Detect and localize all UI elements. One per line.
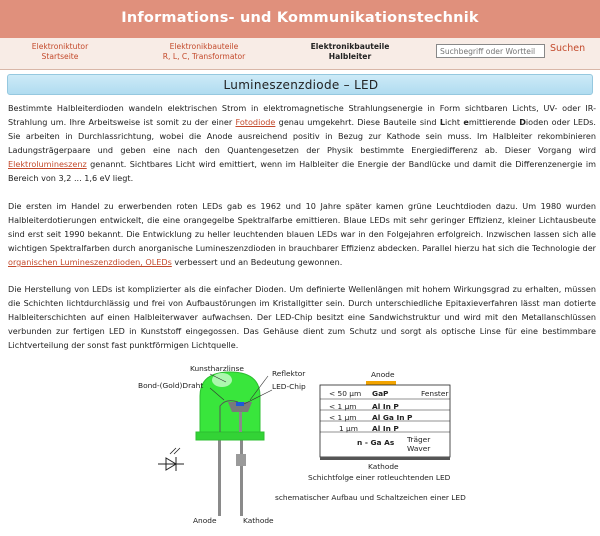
search-input[interactable] [436, 44, 545, 58]
nav-item-line2: Startseite [41, 52, 79, 61]
page-title: Lumineszenzdiode – LED [223, 78, 379, 92]
text-bold: D [519, 117, 526, 127]
layer-note: Träger Waver [407, 435, 431, 453]
link-oleds[interactable]: organischen Lumineszenzdioden, OLEDs [8, 257, 172, 267]
layer-material: GaP [372, 389, 389, 398]
text: verbessert und an Bedeutung gewonnen. [171, 257, 343, 267]
chip-lead [239, 412, 242, 432]
layer-material: Al In P [372, 402, 399, 411]
nav-item-line2: R, L, C, Transformator [162, 52, 246, 61]
link-fotodiode[interactable]: Fotodiode [235, 117, 276, 127]
label-kathode-bottom: Kathode [368, 462, 399, 471]
kathode-pin [240, 432, 243, 516]
text: Die ersten im Handel zu erwerbenden roten LEDs gab es 1962 und 10 Jahre später kamen grüne Leuchtdioden dazu. Um 1980 wurden Halbleiterdotierungen entwickelt, die eine orangegelbe Spektralfarbe emittieren. Blaue LEDs mit sehr geringer Effizienz, kleiner Lichtausbeute sind erst seit 1990 bekannt. Die Entwicklung zu heller leuchtenden blauen LEDs war in den Folgejahren erfolgreich. Inzwischen lassen sich alle wichtigen Spektralfarben durch anorganische Lumineszenzdioden in brauchbarer Effizienz abdecken. Parallel hierzu hat sich die Technologie der [8, 201, 596, 253]
kathode-bend [236, 454, 246, 466]
text-bold: L [439, 117, 446, 127]
layer-thickness: < 1 µm [329, 413, 357, 422]
text: genau umgekehrt. Diese Bauteile sind [275, 117, 440, 127]
layer-thickness: < 50 µm [329, 389, 362, 398]
nav-item-rlc[interactable] [146, 42, 262, 62]
label-bonddraht: Bond-(Gold)Draht [138, 381, 204, 390]
site-banner [0, 0, 600, 38]
nav-item-line2: Halbleiter [328, 52, 372, 61]
layer-thickness: < 1 µm [329, 402, 357, 411]
text: Bestimmte Halbleiterdioden wandeln elektrischen Strom in elektromagnetische Strahlungsenergie in Form sichtbaren Lichts, UV- oder IR-Strahlung um. Ihre Arbeitsweise ist somit zu der einer [8, 103, 596, 127]
headline-bar [7, 74, 593, 95]
anode-pin [218, 432, 221, 516]
label-kathode-pin: Kathode [243, 516, 274, 525]
text: mittierende [468, 117, 520, 127]
figure-caption-schematic: schematischer Aufbau und Schaltzeichen einer LED [275, 493, 466, 502]
paragraph-intro [8, 101, 596, 185]
led-chip [236, 402, 244, 406]
label-reflektor: Reflektor [272, 369, 306, 378]
search-button[interactable]: Suchen [550, 43, 586, 54]
text: genannt. Sichtbares Licht wird emittiert, wenn im Halbleiter die Energie der Bandlücke und damit die Differenzenergie im Bereich von 3,2 ... 1,6 eV liegt. [8, 159, 596, 183]
text: icht [445, 117, 464, 127]
label-anode-top: Anode [371, 370, 395, 379]
text: ioden oder LEDs. Sie arbeiten in Durchlassrichtung, wobei die Anode ausreichend positiv in Bezug zur Kathode sein muss. Im Halbleiter rekombinieren Ladungsträgerpaare und geben eine nach den Quantengesetzen der Physik bestimmte Energiedifferenz ab. Dieser Vorgang wird [8, 117, 596, 155]
kathode-contact [320, 457, 450, 460]
text-bold: e [463, 117, 469, 127]
nav-item-line1: Elektronikbauteile [310, 42, 390, 51]
link-elektrolumineszenz[interactable]: Elektrolumineszenz [8, 159, 87, 169]
layer-material: Al Ga In P [372, 413, 413, 422]
site-title: Informations- und Kommunikationstechnik [121, 10, 479, 26]
nav-item-line1: Elektronikbauteile [169, 42, 239, 51]
label-kunstharzlinse: Kunstharzlinse [190, 364, 244, 373]
paragraph-history [8, 199, 596, 269]
nav-item-halbleiter[interactable] [308, 42, 392, 62]
paragraph-herstellung: Die Herstellung von LEDs ist komplizierter als die einfacher Dioden. Um definierte Wellenlängen mit hohem Wirkungsgrad zu erhalten, müssen die Schichten lichtdurchlässig und frei von Aufbaustörungen im Kristallgitter sein. Durch unterschiedliche Epitaxieverfahren lässt man dotierte Halbleiterschichten auf einen Halbleiterwaver aufwachsen. Der LED-Chip besitzt eine Sandwichstruktur und wird mit den Metallanschlüssen verbunden zur fertigen LED in Kunststoff eingegossen. Das Gehäuse dient zum Schutz und sorgt als optische Linse für eine bestimmbare Lichtverteilung der sonst fast punktförmigen Lichtquelle. [8, 284, 596, 350]
label-ledchip: LED-Chip [272, 382, 306, 391]
nav-item-line1: Elektroniktutor [31, 42, 89, 51]
label-anode-pin: Anode [193, 516, 217, 525]
layer-note: Fenster [421, 389, 449, 398]
layer-material: n - Ga As [357, 438, 395, 447]
nav-item-startseite[interactable] [24, 42, 96, 62]
layer-material: Al In P [372, 424, 399, 433]
led-rim [196, 432, 264, 440]
layer-thickness: 1 µm [339, 424, 358, 433]
diode-symbol [158, 448, 184, 471]
figure-caption-layers: Schichtfolge einer rotleuchtenden LED [308, 473, 451, 482]
anode-contact [366, 381, 396, 385]
